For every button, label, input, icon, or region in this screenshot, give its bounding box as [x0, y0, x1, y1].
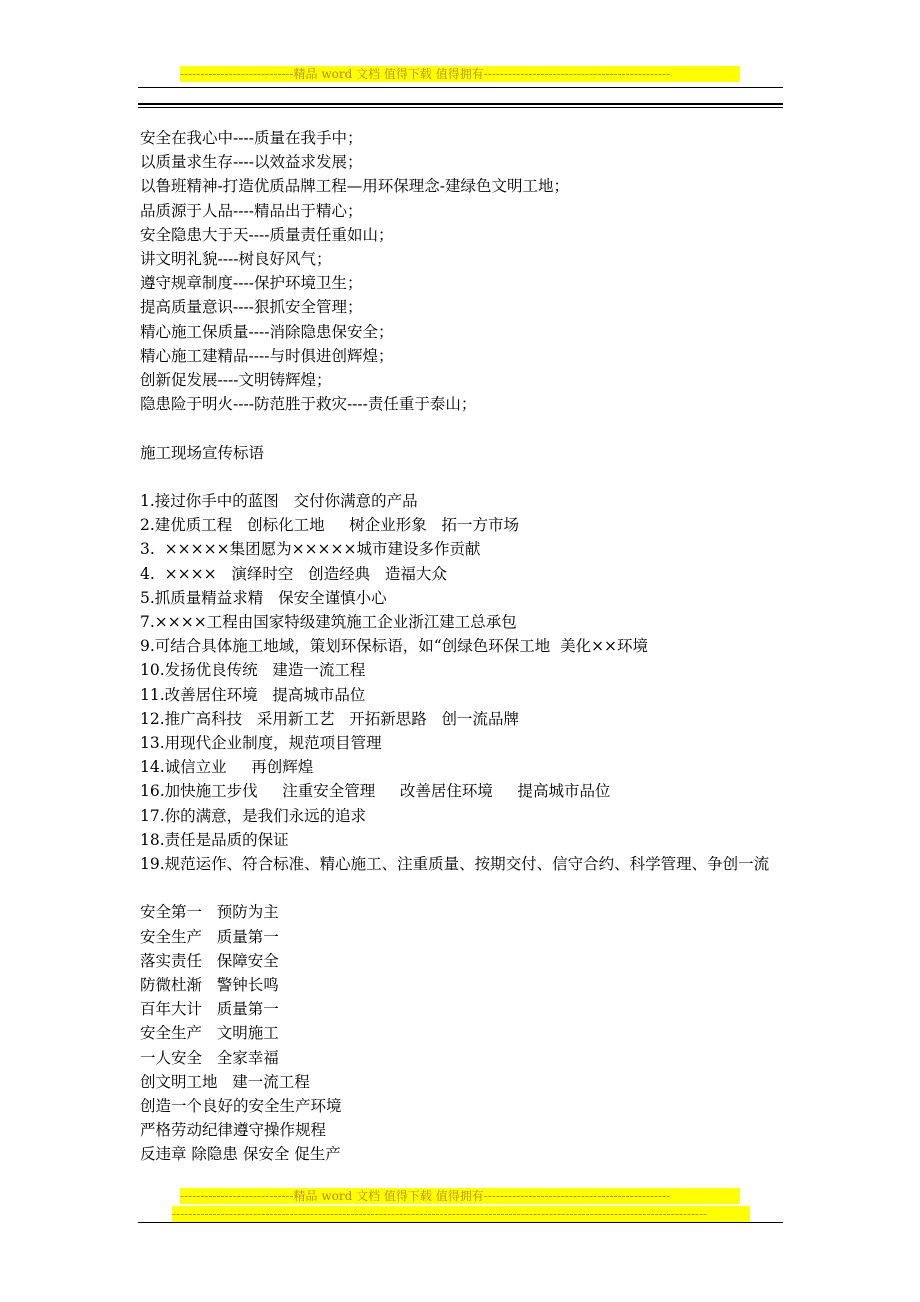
list-item: 3. ×××××集团愿为×××××城市建设多作贡献	[140, 540, 481, 559]
slogan-line: 以鲁班精神-打造优质品牌工程—用环保理念-建绿色文明工地；	[140, 177, 569, 196]
list-item: 12.推广高科技 采用新工艺 开拓新思路 创一流品牌	[140, 709, 519, 728]
list-item: 11.改善居住环境 提高城市品位	[140, 685, 366, 704]
list-item: 5.抓质量精益求精 保安全谨慎小心	[140, 588, 387, 607]
spacer	[140, 465, 785, 489]
slogan-line: 讲文明礼貌----树良好风气；	[140, 250, 332, 269]
slogan-line: 反违章 除隐患 保安全 促生产	[140, 1145, 341, 1164]
list-item: 14.诚信立业 再创辉煌	[140, 758, 314, 777]
slogan-line: 以质量求生存----以效益求发展；	[140, 153, 363, 172]
slogan-line: 精心施工保质量----消除隐患保安全；	[140, 322, 394, 341]
slogan-line: 遵守规章制度----保护环境卫生；	[140, 274, 363, 293]
list-item: 2.建优质工程 创标化工地 树企业形象 拓一方市场	[140, 516, 519, 535]
document-body	[140, 126, 785, 1167]
slogan-line: 安全隐患大于天----质量责任重如山；	[140, 225, 394, 244]
footer-rule	[138, 1222, 783, 1223]
slogan-line: 安全生产 质量第一	[140, 927, 279, 946]
slogan-section-3	[140, 900, 785, 1166]
footer-banner: ----------------------------精品 word 文档 值得下载 值得拥有----------------------------------------------	[180, 1188, 740, 1204]
slogan-line: 创新促发展----文明铸辉煌；	[140, 371, 332, 390]
slogan-line: 一人安全 全家幸福	[140, 1048, 279, 1067]
slogan-line: 百年大计 质量第一	[140, 1000, 279, 1019]
slogan-line: 品质源于人品----精品出于精心；	[140, 201, 363, 220]
list-item: 17.你的满意，是我们永远的追求	[140, 806, 367, 825]
list-item: 9.可结合具体施工地域，策划环保标语，如“创绿色环保工地 美化××环境	[140, 637, 649, 656]
slogan-line: 提高质量意识----狠抓安全管理；	[140, 298, 363, 317]
header-rule-thin	[138, 87, 783, 88]
slogan-line: 落实责任 保障安全	[140, 951, 279, 970]
list-item: 16.加快施工步伐 注重安全管理 改善居住环境 提高城市品位	[140, 782, 611, 801]
slogan-line: 安全第一 预防为主	[140, 903, 279, 922]
spacer	[140, 416, 785, 440]
slogan-line: 安全在我心中----质量在我手中；	[140, 129, 363, 147]
slogan-line: 创造一个良好的安全生产环境	[140, 1097, 342, 1116]
list-item: 10.发扬优良传统 建造一流工程	[140, 661, 366, 680]
list-item: 1.接过你手中的蓝图 交付你满意的产品	[140, 492, 418, 511]
header-rule-thin-lower	[138, 107, 783, 108]
section-heading: 施工现场宣传标语	[140, 443, 265, 462]
footer-banner-dashes: ------------------------------------------------------------------------------------------------------------------------------------	[172, 1206, 750, 1222]
list-item: 13.用现代企业制度，规范项目管理	[140, 734, 382, 753]
slogan-section-1	[140, 126, 785, 416]
slogan-list	[140, 489, 785, 876]
slogan-line: 防微杜渐 警钟长鸣	[140, 976, 279, 995]
list-item: 7.××××工程由国家特级建筑施工企业浙江建工总承包	[140, 613, 517, 632]
slogan-line: 精心施工建精品----与时俱进创辉煌；	[140, 346, 394, 365]
spacer	[140, 876, 785, 900]
slogan-line: 安全生产 文明施工	[140, 1024, 279, 1043]
list-item-wrapped: 19.规范运作、符合标准、精心施工、注重质量、按期交付、信守合约、科学管理、争创一流	[140, 855, 770, 874]
slogan-line: 创文明工地 建一流工程	[140, 1072, 310, 1091]
slogan-line: 隐患险于明火----防范胜于救灾----责任重于泰山；	[140, 395, 477, 414]
list-item: 18.责任是品质的保证	[140, 830, 289, 849]
list-item: 4. ×××× 演绎时空 创造经典 造福大众	[140, 564, 447, 583]
header-rule-thick	[138, 103, 783, 105]
header-banner: ----------------------------精品 word 文档 值得下载 值得拥有----------------------------------------------	[180, 66, 740, 82]
slogan-line: 严格劳动纪律遵守操作规程	[140, 1121, 327, 1140]
